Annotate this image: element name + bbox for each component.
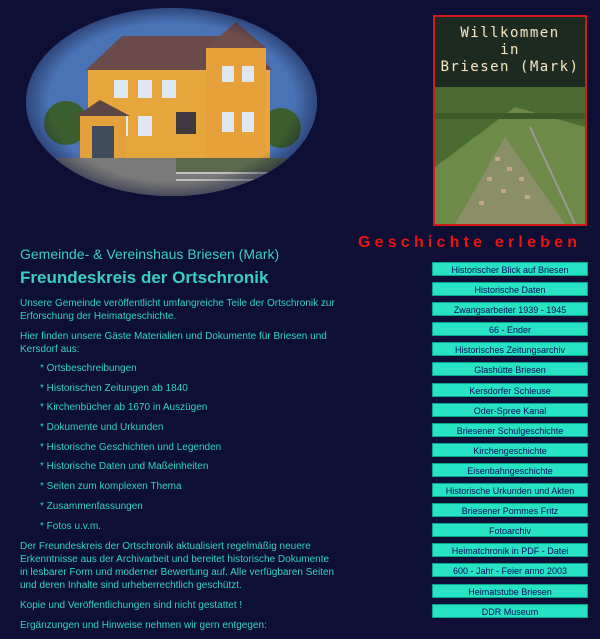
welcome-image (433, 15, 587, 226)
nav-glashuette[interactable]: Glashütte Briesen (432, 362, 588, 376)
copyright-notice: Kopie und Veröffentlichungen sind nicht gestattet ! (20, 600, 243, 612)
house-photo (26, 8, 317, 196)
welcome-title: Willkommen in Briesen (Mark) (440, 25, 580, 75)
nav-kersdorfer-schleuse[interactable]: Kersdorfer Schleuse (432, 383, 588, 397)
contact-paragraph: Ergänzungen und Hinweise nehmen wir gern entgegen: (20, 620, 267, 632)
side-navigation (432, 262, 588, 624)
update-paragraph: Der Freundeskreis der Ortschronik aktualisiert regelmäßig neuere Erkenntnisse aus der Archivarbeit und bereitet historische Dokumente in lesbarer Form und moderner Bewertung auf. Alle verfügbaren Seiten und deren Inhalte sind urheberrechtlich geschützt. (20, 541, 335, 592)
main-content (20, 246, 338, 639)
nav-ddr-museum[interactable]: DDR Museum (432, 604, 588, 618)
nav-600-jahr-feier[interactable]: 600 - Jahr - Feier anno 2003 (432, 563, 588, 577)
nav-urkunden-akten[interactable]: Historische Urkunden und Akten (432, 483, 588, 497)
page-title: Freundeskreis der Ortschronik (20, 268, 269, 287)
nav-heimatchronik-pdf[interactable]: Heimatchronik in PDF - Datei (432, 543, 588, 557)
list-item: * Seiten zum komplexen Thema (40, 481, 182, 493)
list-item: * Ortsbeschreibungen (40, 363, 137, 374)
nav-heimatstube[interactable]: Heimatstube Briesen (432, 584, 588, 598)
tagline: Geschichte erleben (358, 234, 582, 251)
nav-fotoarchiv[interactable]: Fotoarchiv (432, 523, 588, 537)
list-item: * Fotos u.v.m. (40, 520, 101, 532)
nav-historischer-blick[interactable]: Historischer Blick auf Briesen (432, 262, 588, 276)
nav-zeitungsarchiv[interactable]: Historisches Zeitungsarchiv (432, 342, 588, 356)
list-item: * Zusammenfassungen (40, 500, 143, 512)
nav-schulgeschichte[interactable]: Briesener Schulgeschichte (432, 423, 588, 437)
nav-66-ender[interactable]: 66 - Ender (432, 322, 588, 336)
page-subtitle: Gemeinde- & Vereinshaus Briesen (Mark) (20, 246, 280, 262)
materials-list (20, 363, 338, 533)
nav-historische-daten[interactable]: Historische Daten (432, 282, 588, 296)
list-item: * Historischen Zeitungen ab 1840 (40, 382, 188, 394)
intro-paragraph: Unsere Gemeinde veröffentlicht umfangreiche Teile der Ortschronik zur Erforschung der Heimatgeschichte. (20, 298, 335, 322)
nav-oder-spree-kanal[interactable]: Oder-Spree Kanal (432, 403, 588, 417)
list-item: * Dokumente und Urkunden (40, 422, 164, 434)
nav-zwangsarbeiter[interactable]: Zwangsarbeiter 1939 - 1945 (432, 302, 588, 316)
nav-pommes-fritz[interactable]: Briesener Pommes Fritz (432, 503, 588, 517)
intro-paragraph-2: Hier finden unsere Gäste Materialien und Dokumente für Briesen und Kersdorf aus: (20, 331, 327, 355)
nav-eisenbahngeschichte[interactable]: Eisenbahngeschichte (432, 463, 588, 477)
list-item: * Historische Daten und Maßeinheiten (40, 461, 209, 473)
nav-kirchengeschichte[interactable]: Kirchengeschichte (432, 443, 588, 457)
list-item: * Kirchenbücher ab 1670 in Auszügen (40, 402, 208, 414)
list-item: * Historische Geschichten und Legenden (40, 441, 222, 453)
